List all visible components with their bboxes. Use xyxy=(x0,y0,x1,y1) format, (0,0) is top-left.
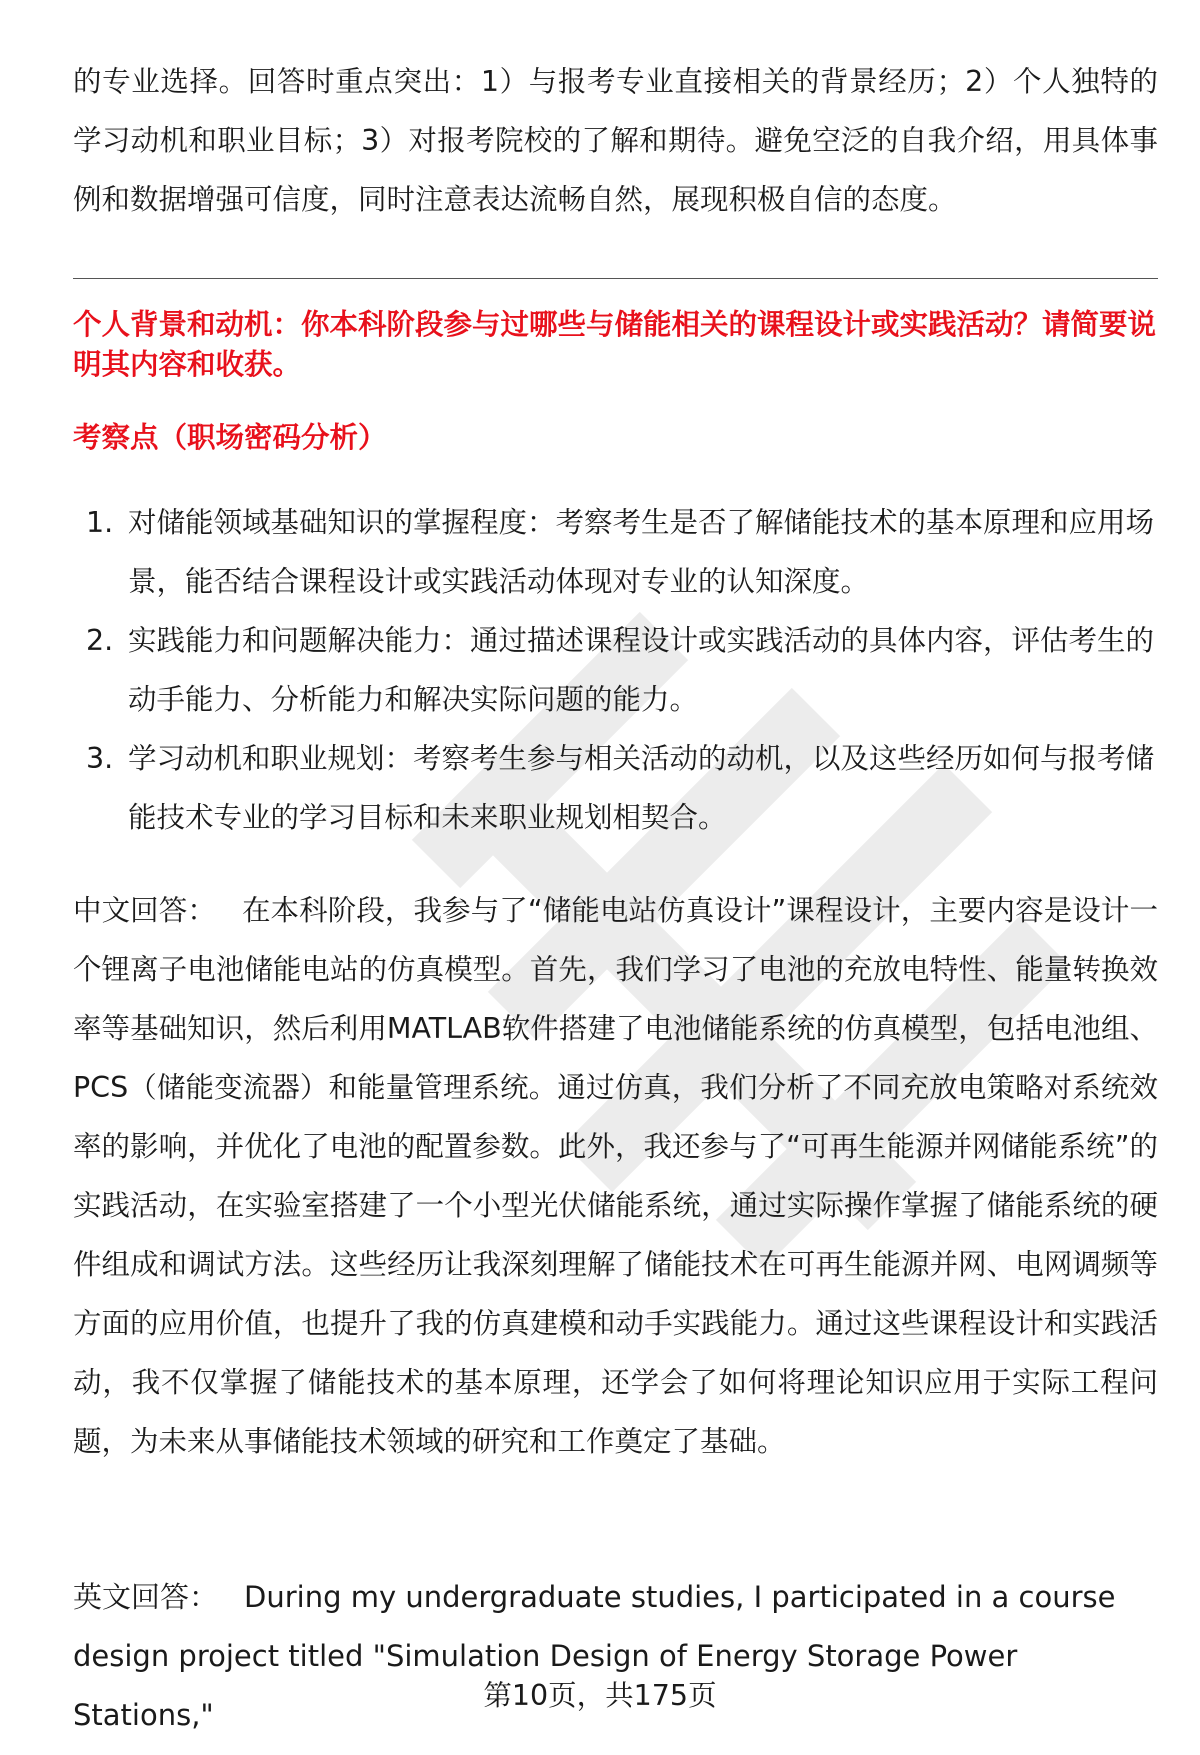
page-indicator: 第10页，共175页 xyxy=(483,1679,717,1712)
point-number: 3. xyxy=(86,742,114,775)
english-answer-label: 英文回答： xyxy=(73,1580,219,1614)
chinese-answer xyxy=(73,881,1158,1471)
point-text: 学习动机和职业规划：考察考生参与相关活动的动机，以及这些经历如何与报考储能技术专业的学习目标和未来职业规划相契合。 xyxy=(128,742,1155,834)
chinese-answer-text: 在本科阶段，我参与了“储能电站仿真设计”课程设计，主要内容是设计一个锂离子电池储能电站的仿真模型。首先，我们学习了电池的充放电特性、能量转换效率等基础知识，然后利用MATLAB软件搭建了电池储能系统的仿真模型，包括电池组、PCS（储能变流器）和能量管理系统。通过仿真，我们分析了不同充放电策略对系统效率的影响，并优化了电池的配置参数。此外，我还参与了“可再生能源并网储能系统”的实践活动，在实验室搭建了一个小型光伏储能系统，通过实际操作掌握了储能系统的硬件组成和调试方法。这些经历让我深刻理解了储能技术在可再生能源并网、电网调频等方面的应用价值，也提升了我的仿真建模和动手实践能力。通过这些课程设计和实践活动，我不仅掌握了储能技术的基本原理，还学会了如何将理论知识应用于实际工程问题，为未来从事储能技术领域的研究和工作奠定了基础。 xyxy=(73,894,1158,1458)
english-answer-text: During my undergraduate studies, I participated in a course design project titled "Simulation Design of Energy Storage Power Stations," xyxy=(73,1580,1116,1732)
point-text: 对储能领域基础知识的掌握程度：考察考生是否了解储能技术的基本原理和应用场景，能否结合课程设计或实践活动体现对专业的认知深度。 xyxy=(128,506,1155,598)
analysis-point xyxy=(73,729,1158,847)
section-divider xyxy=(73,278,1158,279)
analysis-title: 考察点（职场密码分析） xyxy=(73,421,387,454)
point-number: 2. xyxy=(86,624,114,657)
point-text: 实践能力和问题解决能力：通过描述课程设计或实践活动的具体内容，评估考生的动手能力、分析能力和解决实际问题的能力。 xyxy=(128,624,1155,716)
chinese-answer-label: 中文回答： xyxy=(73,894,216,927)
english-answer xyxy=(73,1568,1158,1745)
question-heading: 个人背景和动机：你本科阶段参与过哪些与储能相关的课程设计或实践活动？请简要说明其内容和收获。 xyxy=(73,308,1157,381)
analysis-point xyxy=(73,611,1158,729)
analysis-point xyxy=(73,493,1158,611)
intro-paragraph: 的专业选择。回答时重点突出：1）与报考专业直接相关的背景经历；2）个人独特的学习动机和职业目标；3）对报考院校的了解和期待。避免空泛的自我介绍，用具体事例和数据增强可信度，同时注意表达流畅自然，展现积极自信的态度。 xyxy=(73,65,1158,216)
point-number: 1. xyxy=(86,506,114,539)
analysis-points-list xyxy=(73,493,1158,847)
